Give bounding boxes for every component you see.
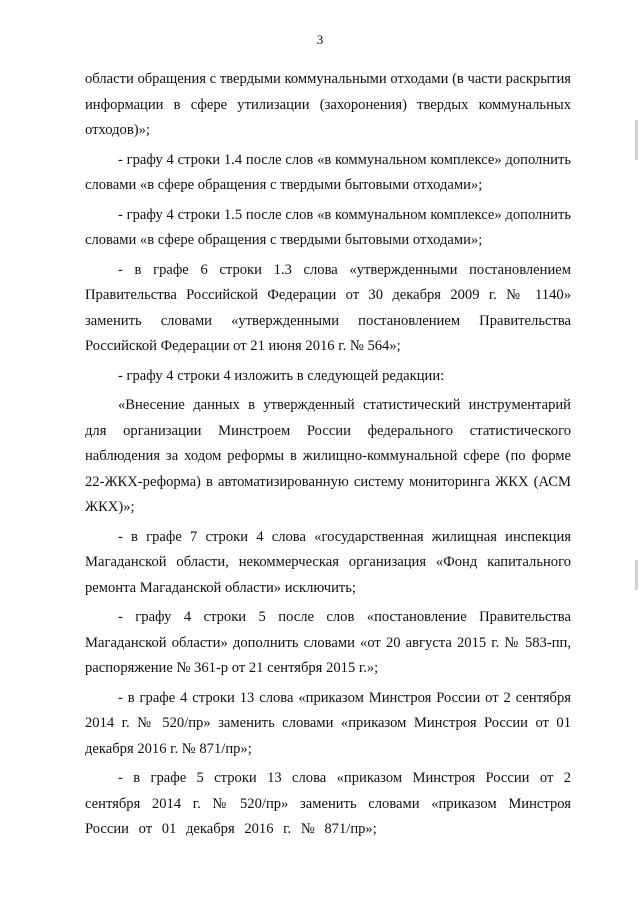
paragraph-6: «Внесение данных в утвержденный статистический инструментарий для организации Минстроем России федерального статистического наблюдения за ходом реформы в жилищно-коммунальной сфере (по форме 22-ЖКХ-реформа) в автоматизированную систему мониторинга ЖКХ (АСМ ЖКХ)»; bbox=[85, 397, 571, 515]
scan-edge-mark bbox=[635, 120, 638, 160]
paragraph-2: - графу 4 строки 1.4 после слов «в коммунальном комплексе» дополнить словами «в сфере обращения с твердыми бытовыми отходами»; bbox=[85, 151, 571, 193]
paragraph-1: области обращения с твердыми коммунальными отходами (в части раскрытия информации в сфере утилизации (захоронения) твердых коммунальных отходов)»; bbox=[85, 71, 571, 138]
page-number: 3 bbox=[316, 32, 324, 47]
scan-edge-mark bbox=[635, 560, 638, 590]
document-body bbox=[85, 67, 571, 847]
paragraph-4: - в графе 6 строки 1.3 слова «утвержденными постановлением Правительства Российской Федерации от 30 декабря 2009 г. № 1140» заменить словами «утвержденными постановлением Правительства Российской Федерации от 21 июня 2016 г. № 564»; bbox=[85, 261, 571, 354]
paragraph-9: - в графе 4 строки 13 слова «приказом Минстроя России от 2 сентября 2014 г. № 520/пр» заменить словами «приказом Минстроя России от 01 декабря 2016 г. № 871/пр»; bbox=[85, 689, 571, 757]
paragraph-8: - графу 4 строки 5 после слов «постановление Правительства Магаданской области» дополнить словами «от 20 августа 2015 г. № 583-пп, распоряжение № 361-р от 21 сентября 2015 г.»; bbox=[85, 609, 571, 676]
paragraph-10: - в графе 5 строки 13 слова «приказом Минстроя России от 2 сентября 2014 г. № 520/пр» заменить словами «приказом Минстроя России от 01 декабря 2016 г. № 871/пр»; bbox=[85, 770, 571, 837]
paragraph-5: - графу 4 строки 4 изложить в следующей редакции: bbox=[118, 367, 445, 384]
paragraph-3: - графу 4 строки 1.5 после слов «в коммунальном комплексе» дополнить словами «в сфере обращения с твердыми бытовыми отходами»; bbox=[85, 206, 571, 248]
paragraph-7: - в графе 7 строки 4 слова «государственная жилищная инспекция Магаданской области, некоммерческая организация «Фонд капитального ремонта Магаданской области» исключить; bbox=[85, 528, 571, 596]
